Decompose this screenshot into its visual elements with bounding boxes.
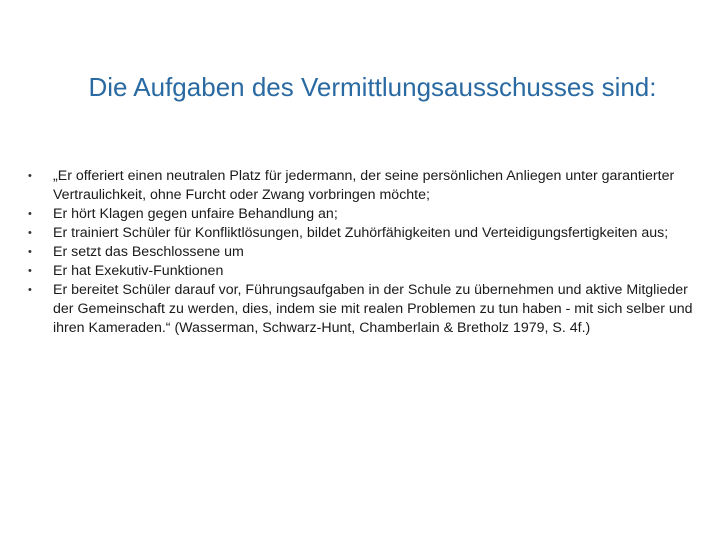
bullet-item [28,262,708,281]
bullet-text: Er hat Exekutiv-Funktionen [53,263,224,279]
bullet-text: Er hört Klagen gegen unfaire Behandlung an; [53,206,338,222]
bullet-text: Er bereitet Schüler darauf vor, Führungsaufgaben in der Schule zu übernehmen und aktive Mitglieder der Gemeinschaft zu werden, dies, indem sie mit realen Problemen zu tun haben - mit sich selber und ihren Kameraden.“ (Wasserman, Schwarz-Hunt, Chamberlain & Bretholz 1979, S. 4f.) [53,282,693,336]
bullet-text: Er setzt das Beschlossene um [53,244,244,260]
slide-title: Die Aufgaben des Vermittlungsausschusses sind: [88,72,657,102]
bullet-item [28,205,708,224]
bullet-item [28,243,708,262]
bullet-icon: • [28,265,32,277]
bullet-icon: • [28,246,32,258]
bullet-item [28,167,708,205]
bullet-text: Er trainiert Schüler für Konfliktlösungen, bildet Zuhörfähigkeiten und Verteidigungsfertigkeiten aus; [53,225,669,241]
bullet-icon: • [28,284,32,296]
bullet-item [28,224,708,243]
bullet-list [28,167,708,338]
bullet-icon: • [28,227,32,239]
bullet-text: „Er offeriert einen neutralen Platz für jedermann, der seine persönlichen Anliegen unter garantierter Vertraulichkeit, ohne Furcht oder Zwang vorbringen möchte; [53,168,675,203]
bullet-icon: • [28,170,32,182]
bullet-item [28,281,708,338]
bullet-icon: • [28,208,32,220]
